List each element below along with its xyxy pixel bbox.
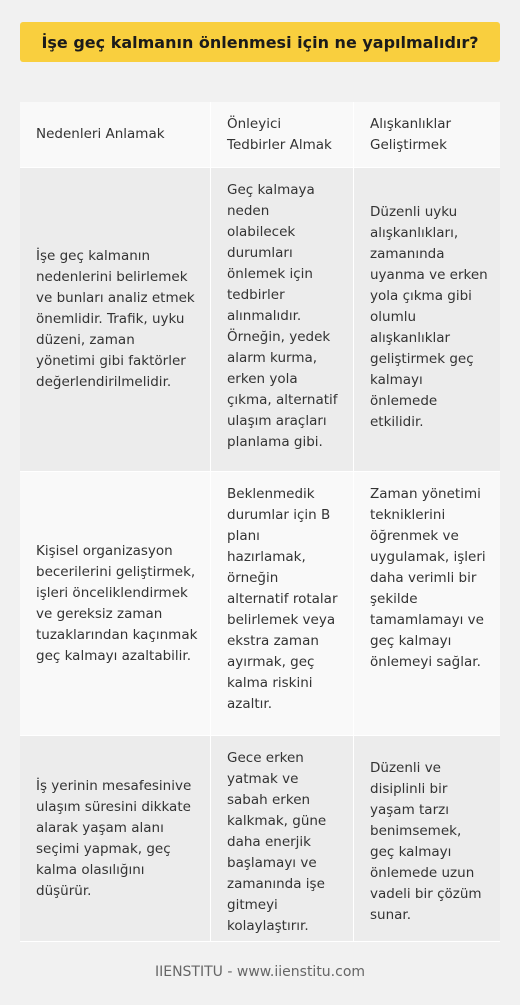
table-cell: Düzenli ve disiplinli bir yaşam tarzı benimsemek, geç kalmayı önlemede uzun vadeli bir çözüm sunar. xyxy=(354,736,500,942)
table-cell: Kişisel organizasyon becerilerini geliştirmek, işleri önceliklendirmek ve gereksiz zaman tuzaklarından kaçınmak geç kalmayı azaltabilir. xyxy=(20,472,211,736)
comparison-table xyxy=(20,102,500,942)
table-cell: Düzenli uyku alışkanlıkları, zamanında uyanma ve erken yola çıkma gibi olumlu alışkanlıklar geliştirmek geç kalmayı önlemede etkilidir. xyxy=(354,168,500,472)
table-cell: İş yerinin mesafesinive ulaşım süresini dikkate alarak yaşam alanı seçimi yapmak, geç kalma olasılığını düşürür. xyxy=(20,736,211,942)
table-cell: İşe geç kalmanın nedenlerini belirlemek ve bunları analiz etmek önemlidir. Trafik, uyku düzeni, zaman yönetimi gibi faktörler değerlendirilmelidir. xyxy=(20,168,211,472)
table-header-cell: Nedenleri Anlamak xyxy=(20,102,211,168)
table-cell: Zaman yönetimi tekniklerini öğrenmek ve uygulamak, işleri daha verimli bir şekilde tamamlamayı ve geç kalmayı önlemeyi sağlar. xyxy=(354,472,500,736)
table-cell: Geç kalmaya neden olabilecek durumları önlemek için tedbirler alınmalıdır. Örneğin, yedek alarm kurma, erken yola çıkma, alternatif ulaşım araçları planlama gibi. xyxy=(211,168,354,472)
page-title: İşe geç kalmanın önlenmesi için ne yapılmalıdır? xyxy=(41,32,479,52)
table-header-cell: Alışkanlıklar Geliştirmek xyxy=(354,102,500,168)
table-cell: Beklenmedik durumlar için B planı hazırlamak, örneğin alternatif rotalar belirlemek veya ekstra zaman ayırmak, geç kalma riskini azaltır. xyxy=(211,472,354,736)
table-header-cell: Önleyici Tedbirler Almak xyxy=(211,102,354,168)
footer-credit: IIENSTITU - www.iienstitu.com xyxy=(154,964,366,980)
table-cell: Gece erken yatmak ve sabah erken kalkmak, güne daha enerjik başlamayı ve zamanında işe gitmeyi kolaylaştırır. xyxy=(211,736,354,942)
title-banner xyxy=(20,22,500,62)
